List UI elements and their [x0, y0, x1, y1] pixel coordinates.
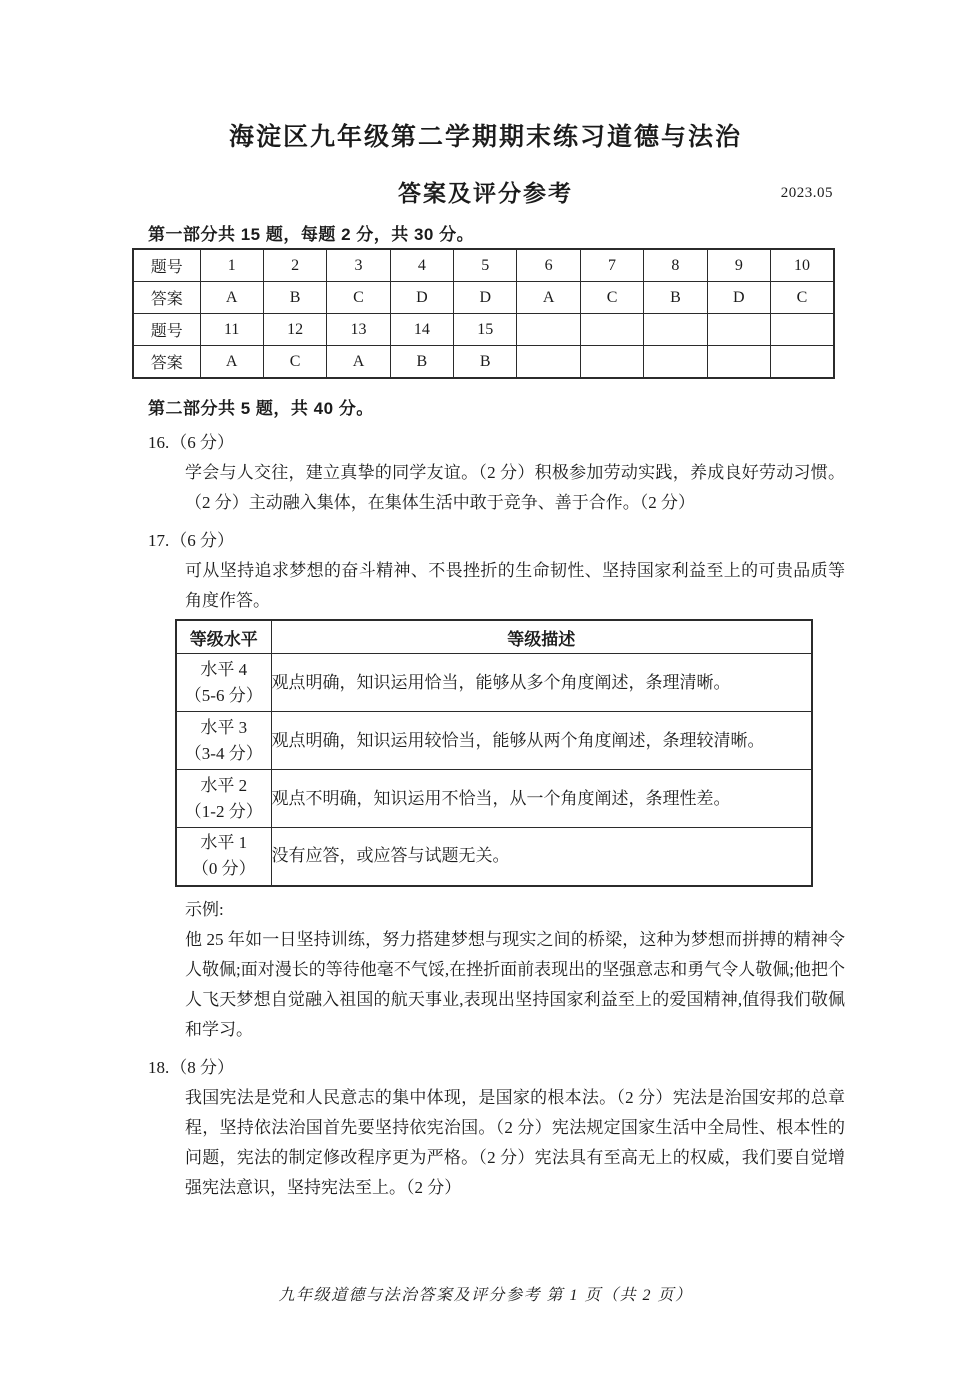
rubric-level-name: 水平 1 — [200, 833, 248, 853]
document-subtitle: 答案及评分参考 — [398, 180, 573, 206]
question-18-answer-text: 我国宪法是党和人民意志的集中体现，是国家的根本法。（2 分）宪法是治国安邦的总章程，坚持依法治国首先要坚持依宪治国。（2 分）宪法规定国家生活中全局性、根本性的问题，宪法的制定修改程序更为严格。（2 分）宪法具有至高无上的权威，我们要自觉增强宪法意识，坚持宪法至上。（2 分） — [185, 1087, 845, 1197]
answer-cell — [707, 346, 770, 379]
answer-cell — [771, 346, 834, 379]
answer-cell: A — [517, 282, 580, 314]
rubric-score-range: （5-6 分） — [184, 685, 263, 705]
document-date: 2023.05 — [780, 185, 833, 201]
question-number-cell — [707, 314, 770, 346]
question-number-cell: 2 — [263, 249, 326, 282]
table-row — [176, 712, 812, 770]
answer-cell: C — [580, 282, 643, 314]
question-number-cell: 15 — [454, 314, 517, 346]
table-row — [176, 654, 812, 712]
answer-cell: A — [200, 346, 263, 379]
question-number-cell: 8 — [644, 249, 707, 282]
question-number-cell: 14 — [390, 314, 453, 346]
question-number: 18. — [148, 1057, 170, 1077]
page-footer: 九年级道德与法治答案及评分参考 第 1 页（共 2 页） — [278, 1287, 693, 1304]
question-16-answer-text: 学会与人交往，建立真挚的同学友谊。（2 分）积极参加劳动实践，养成良好劳动习惯。（2 分）主动融入集体，在集体生活中敢于竞争、善于合作。（2 分） — [185, 463, 845, 512]
answer-cell: D — [454, 282, 517, 314]
question-score: （6 分） — [170, 531, 234, 550]
grading-rubric-table — [175, 619, 813, 887]
question-number-cell — [644, 314, 707, 346]
question-number-cell: 11 — [200, 314, 263, 346]
question-16-number-line — [148, 428, 971, 458]
part2-heading: 第二部分共 5 题，共 40 分。 — [148, 399, 374, 418]
row-label-cell: 题号 — [133, 314, 200, 346]
question-score: （6 分） — [170, 433, 234, 452]
rubric-desc-header-cell: 等级描述 — [271, 620, 812, 654]
rubric-desc-cell: 观点明确，知识运用较恰当，能够从两个角度阐述，条理较清晰。 — [271, 712, 812, 770]
part1-heading: 第一部分共 15 题，每题 2 分，共 30 分。 — [148, 225, 475, 244]
question-number-cell: 4 — [390, 249, 453, 282]
answer-cell: B — [263, 282, 326, 314]
table-row — [176, 770, 812, 828]
example-label: 示例: — [185, 899, 224, 919]
multiple-choice-answer-table — [132, 248, 835, 379]
rubric-desc-cell: 没有应答，或应答与试题无关。 — [271, 828, 812, 886]
question-number-cell: 13 — [327, 314, 390, 346]
answer-cell — [580, 346, 643, 379]
row-label-cell: 答案 — [133, 346, 200, 379]
table-row — [133, 314, 834, 346]
question-number-cell — [771, 314, 834, 346]
answer-cell: B — [644, 282, 707, 314]
row-label-cell: 题号 — [133, 249, 200, 282]
question-number-cell — [580, 314, 643, 346]
table-row — [133, 282, 834, 314]
rubric-score-range: （3-4 分） — [184, 743, 263, 763]
question-number-cell: 5 — [454, 249, 517, 282]
question-number-cell: 12 — [263, 314, 326, 346]
question-score: （8 分） — [170, 1057, 234, 1077]
question-number: 17. — [148, 531, 170, 550]
rubric-level-cell — [176, 654, 271, 712]
table-row — [133, 346, 834, 379]
question-17-number-line — [148, 526, 971, 556]
rubric-level-cell — [176, 712, 271, 770]
answer-cell: D — [707, 282, 770, 314]
answer-cell: C — [771, 282, 834, 314]
rubric-level-name: 水平 3 — [200, 717, 248, 737]
question-number-cell: 6 — [517, 249, 580, 282]
question-17-intro-text: 可从坚持追求梦想的奋斗精神、不畏挫折的生命韧性、坚持国家利益至上的可贵品质等角度作答。 — [185, 561, 845, 610]
document-title: 海淀区九年级第二学期期末练习道德与法治 — [228, 124, 742, 151]
answer-cell: C — [327, 282, 390, 314]
question-number-cell: 10 — [771, 249, 834, 282]
answer-cell — [517, 346, 580, 379]
answer-cell: C — [263, 346, 326, 379]
rubric-level-name: 水平 4 — [200, 659, 248, 679]
table-row — [133, 249, 834, 282]
answer-cell: B — [390, 346, 453, 379]
row-label-cell: 答案 — [133, 282, 200, 314]
question-17-example-text: 他 25 年如一日坚持训练，努力搭建梦想与现实之间的桥梁，这种为梦想而拼搏的精神令人敬佩;面对漫长的等待他毫不气馁,在挫折面前表现出的坚强意志和勇气令人敬佩;他把个人飞天梦想自觉融入祖国的航天事业,表现出坚持国家利益至上的爱国精神,值得我们敬佩和学习。 — [185, 929, 845, 1039]
answer-cell: D — [390, 282, 453, 314]
table-header-row — [176, 620, 812, 654]
rubric-score-range: （0 分） — [191, 859, 256, 879]
rubric-score-range: （1-2 分） — [184, 801, 263, 821]
answer-cell: A — [327, 346, 390, 379]
question-18-number-line — [148, 1053, 971, 1083]
rubric-desc-cell: 观点明确，知识运用恰当，能够从多个角度阐述，条理清晰。 — [271, 654, 812, 712]
answer-cell: A — [200, 282, 263, 314]
table-row — [176, 828, 812, 886]
question-number-cell: 3 — [327, 249, 390, 282]
subtitle-row — [0, 178, 971, 208]
rubric-level-header-cell: 等级水平 — [176, 620, 271, 654]
question-number: 16. — [148, 433, 170, 452]
question-number-cell: 7 — [580, 249, 643, 282]
answer-cell — [644, 346, 707, 379]
question-number-cell: 1 — [200, 249, 263, 282]
question-number-cell: 9 — [707, 249, 770, 282]
rubric-level-name: 水平 2 — [200, 775, 248, 795]
answer-cell: B — [454, 346, 517, 379]
rubric-desc-cell: 观点不明确，知识运用不恰当，从一个角度阐述，条理性差。 — [271, 770, 812, 828]
rubric-level-cell — [176, 770, 271, 828]
question-number-cell — [517, 314, 580, 346]
rubric-level-cell — [176, 828, 271, 886]
